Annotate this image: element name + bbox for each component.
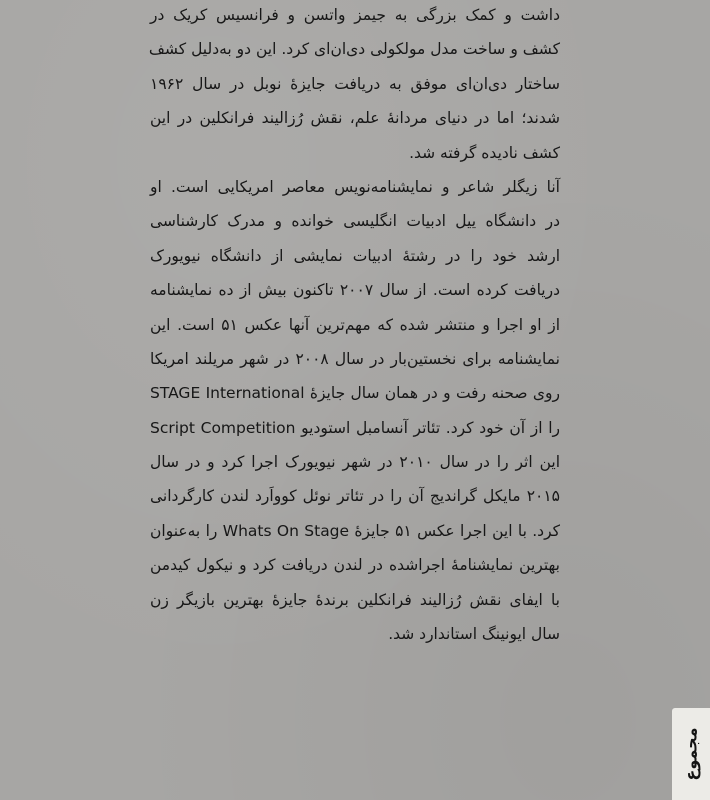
text-line: دریافت کرده است. از سال ۲۰۰۷ تاکنون بیش از ده نمایشنامه [150, 281, 560, 300]
series-label [672, 708, 710, 800]
text-line: نمایشنامه برای نخستین‌بار در سال ۲۰۰۸ در شهر مریلند امریکا [150, 349, 560, 368]
text-line: این اثر را در سال ۲۰۱۰ در شهر نیویورک اجرا کرد و در سال [150, 453, 560, 472]
body-text [150, 0, 560, 651]
text-line: ساختار دی‌ان‌ای موفق به دریافت جایزهٔ نوبل در سال ۱۹۶۲ [150, 74, 560, 93]
text-line: کشف و ساخت مدل مولکولی دی‌ان‌ای کرد. این دو به‌دلیل کشف [148, 40, 560, 59]
text-line: ۲۰۱۵ مایکل گراندیج آن را در تئاتر نوئل کوواَرد لندن کارگردانی [150, 487, 560, 506]
text-line: در دانشگاه ییل ادبیات انگلیسی خوانده و مدرک کارشناسی [150, 212, 560, 231]
series-label-text: مجموع [681, 727, 701, 781]
text-line: روی صحنه رفت و در همان سال جایزهٔ STAGE International [150, 384, 560, 403]
text-line: ارشد خود را در رشتهٔ ادبیات نمایشی از دانشگاه نیویورک [150, 246, 560, 265]
text-line: سال ایونینگ استاندارد شد. [388, 625, 560, 644]
text-line: با ایفای نقش رُزالیند فرانکلین برندهٔ جایزهٔ بهترین بازیگر زن [150, 590, 560, 609]
text-line: Script Competition را از آن خود کرد. تئاتر آنسامبل استودیو [150, 418, 560, 437]
text-line: کشف نادیده گرفته شد. [409, 143, 560, 162]
text-line: بهترین نمایشنامهٔ اجراشده در لندن دریافت کرد و نیکول کیدمن [150, 556, 560, 575]
text-line: شدند؛ اما در دنیای مردانهٔ علم، نقش رُزالیند فرانکلین در این [150, 109, 560, 128]
text-line: کرد. با این اجرا عکس ۵۱ جایزهٔ Whats On Stage را به‌عنوان [150, 521, 560, 540]
text-line: آنا زیگلر شاعر و نمایشنامه‌نویس معاصر امریکایی است. او [150, 177, 560, 196]
text-line: داشت و کمک بزرگی به جیمز واتسن و فرانسیس کریک در [150, 6, 560, 24]
text-line: از او اجرا و منتشر شده که مهم‌ترین آنها عکس ۵۱ است. این [150, 315, 561, 334]
